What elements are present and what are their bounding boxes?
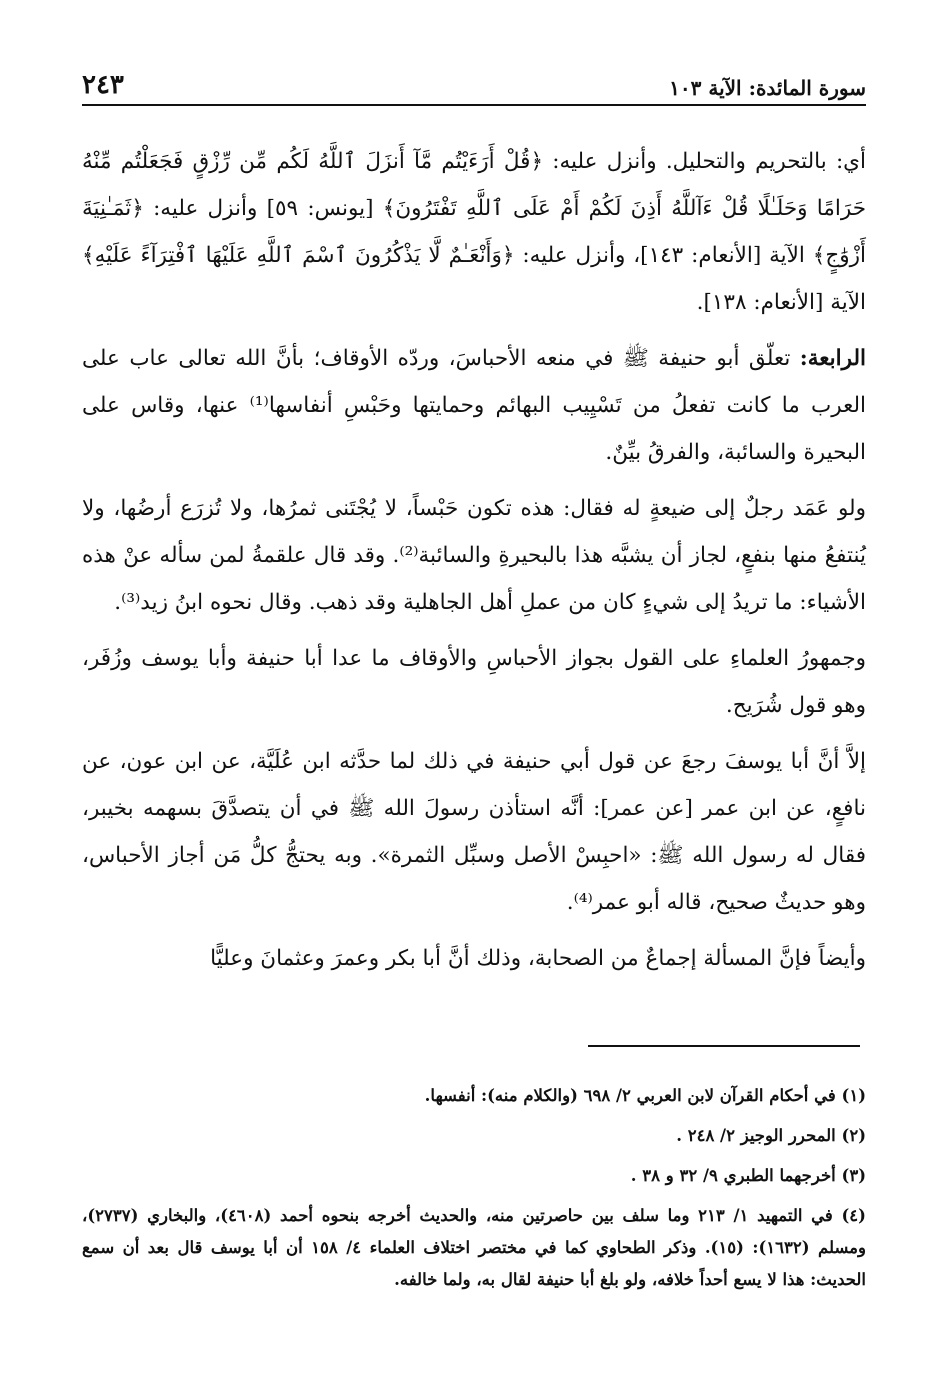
paragraph-lead: الرابعة: [799,346,866,371]
paragraph-text: وأيضاً فإنَّ المسألة إجماعٌ من الصحابة، وذلك أنَّ أبا بكر وعمرَ وعثمانَ وعليًّا [210,946,866,971]
footnote-4: (٤) في التمهيد ١/ ٢١٣ وما سلف بين حاصرتين منه، والحديث أخرجه بنحوه أحمد (٤٦٠٨)، والبخاري (٢٧٣٧)، ومسلم (١٦٣٢): (١٥). وذكر الطحاوي كما في مختصر اختلاف العلماء ٤/ ١٥٨ أن أبا يوسف قال بعد أن سمع الحديث: هذا لا يسع أحداً خلافه، ولو بلغ أبا حنيفة لقال به، ولما خالفه. [82,1206,866,1289]
paragraph-text: تعلّق أبو حنيفة ﷺ في منعه الأحباسَ، وردّه الأوقاف؛ بأنَّ الله تعالى عاب على العرب ما كانت تفعلُ من تَسْيِيب البهائم وحمايتها وحَبْسِ أنفاسها⁽¹⁾ عنها، وقاس على البحيرة والسائبة، والفرقُ بيِّنٌ. [82,346,866,465]
paragraph-6 [82,935,866,982]
main-text [82,138,866,991]
page-number: ٢٤٣ [82,70,124,100]
paragraph-text: أي: بالتحريم والتحليل. وأنزل عليه: ﴿قُلْ أَرَءَيْتُم مَّآ أَنزَلَ ٱللَّهُ لَكُم مِّن رِّزْقٍ فَجَعَلْتُم مِّنْهُ حَرَامًا وَحَلَـٰلًا قُلْ ءَآللَّهُ أَذِنَ لَكُمْ أَمْ عَلَى ٱللَّهِ تَفْتَرُونَ﴾ [يونس: ٥٩] وأنزل عليه: ﴿ثَمَـٰنِيَةَ أَزْوَٰجٍ﴾ الآية [الأنعام: ١٤٣]، وأنزل عليه: ﴿وَأَنْعَـٰمٌ لَّا يَذْكُرُونَ ٱسْمَ ٱللَّهِ عَلَيْهَا ٱفْتِرَآءً عَلَيْهِ﴾ الآية [الأنعام: ١٣٨]. [82,149,866,315]
footnotes [82,1080,866,1304]
paragraph-text: إلاَّ أنَّ أبا يوسفَ رجعَ عن قول أبي حنيفة في ذلك لما حدَّثه ابن عُلَيَّة، عن ابن عون، عن نافعٍ، عن ابن عمر [عن عمر]: أنَّه استأذن رسولَ الله ﷺ في أن يتصدَّقَ بسهمه بخيبر، فقال له رسول الله ﷺ: «احبِسْ الأصل وسبِّل الثمرة». وبه يحتجُّ كلُّ مَن أجاز الأحباس، وهو حديثٌ صحيح، قاله أبو عمر⁽⁴⁾. [82,749,867,915]
footnote-2: (٢) المحرر الوجيز ٢/ ٢٤٨ . [676,1126,866,1145]
paragraph-1 [82,138,866,326]
footnote-1: (١) في أحكام القرآن لابن العربي ٢/ ٦٩٨ (والكلام منه): أنفسها. [424,1086,866,1105]
footnote-separator [588,1045,860,1047]
footnote-3: (٣) أخرجهما الطبري ٩/ ٣٢ و ٣٨ . [630,1166,866,1185]
surah-verse-title: سورة المائدة: الآية ١٠٣ [669,76,866,100]
paragraph-3 [82,485,866,626]
page-header [82,62,866,106]
paragraph-5 [82,738,866,926]
paragraph-2 [82,335,866,476]
paragraph-text: ولو عَمَد رجلٌ إلى ضيعةٍ له فقال: هذه تكون حَبْساً، لا يُجْتَنى ثمرُها، ولا تُزرَع أرضُها، ولا يُنتفعُ منها بنفعٍ، لجاز أن يشبَّه هذا بالبحيرةِ والسائبة⁽²⁾. وقد قال علقمةُ لمن سأله عنْ هذه الأشياء: ما تريدُ إلى شيءٍ كان من عملِ أهل الجاهلية وقد ذهب. وقال نحوه ابنُ زيد⁽³⁾. [82,496,867,615]
paragraph-text: وجمهورُ العلماءِ على القول بجواز الأحباسِ والأوقاف ما عدا أبا حنيفة وأبا يوسف وزُفَر، وهو قول شُرَيح. [82,646,866,718]
paragraph-4 [82,635,866,729]
